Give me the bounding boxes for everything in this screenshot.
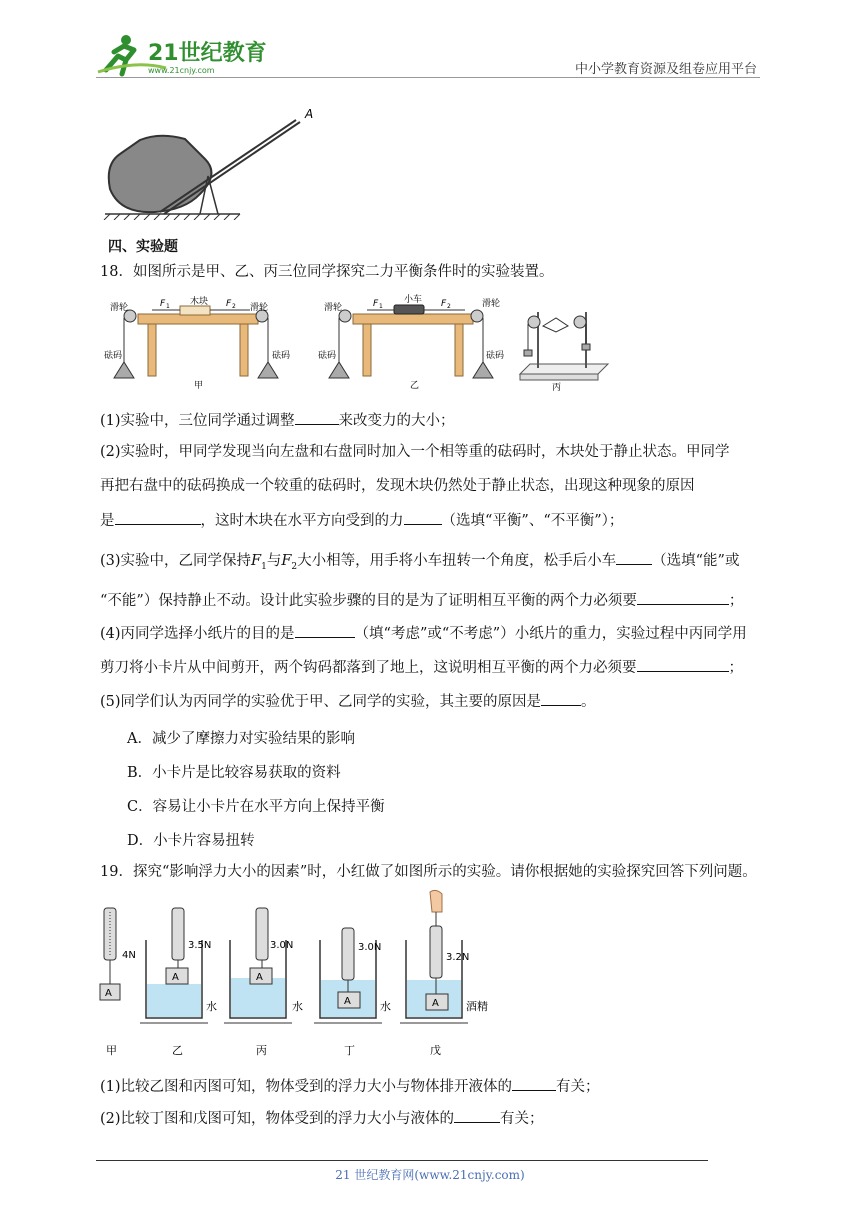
svg-text:2: 2 [232,303,236,310]
svg-text:F: F [226,299,232,309]
svg-text:3.5N: 3.5N [188,940,212,951]
q18-part3-line1: (3)实验中，乙同学保持$F_1$与$F_2$大小相等，用手将小车扭转一个角度，松手后小车 （选填“能”或 [100,550,739,577]
spring-scale [430,926,442,978]
spring-scale [342,928,354,980]
svg-text:丙: 丙 [552,383,562,392]
q19-stem: 19．探究“影响浮力大小的因素”时，小红做了如图所示的实验。请你根据她的实验探究回答下列问题。 [100,864,757,880]
pulley-icon [471,310,483,322]
svg-text:水: 水 [292,1000,303,1013]
answer-blank[interactable] [404,510,442,525]
setup-wu [400,890,488,1057]
q18-part2-line2: 再把右盘中的砝码换成一个较重的砝码时，发现木块仍然处于静止状态，出现这种现象的原因 [100,478,695,494]
logo-url: www.21cnjy.com [148,66,215,75]
svg-text:乙: 乙 [410,381,420,391]
svg-text:砝码: 砝码 [272,351,291,361]
site-logo [96,30,266,78]
svg-text:3.0N: 3.0N [358,942,382,953]
q18-part2-line3: 是 ，这时木块在水平方向受到的力 （选填“平衡”、“不平衡”）； [100,510,623,531]
svg-text:滑轮: 滑轮 [110,303,129,313]
spring-scale [172,908,184,960]
svg-text:乙: 乙 [172,1044,183,1057]
footer-divider [96,1160,708,1161]
svg-text:砝码: 砝码 [318,351,337,361]
answer-blank[interactable] [637,590,729,605]
svg-text:小车: 小车 [404,295,423,305]
svg-text:砝码: 砝码 [486,351,505,361]
svg-text:A: A [172,972,179,983]
apparatus-yi [318,293,504,391]
setup-bing [224,908,303,1057]
answer-blank[interactable] [637,657,729,672]
svg-text:砝码: 砝码 [104,351,123,361]
svg-text:丁: 丁 [344,1044,355,1057]
lever-label-a: A [305,107,314,121]
svg-text:滑轮: 滑轮 [250,303,269,313]
svg-text:水: 水 [206,1000,217,1013]
setup-ding [314,928,391,1057]
spring-scale [256,908,268,960]
svg-text:A: A [256,972,263,983]
q19-buoyancy-figure [96,888,516,1064]
q18-option-c[interactable]: C．容易让小卡片在水平方向上保持平衡 [127,799,385,815]
q18-part4-line2: 剪刀将小卡片从中间剪开，两个钩码都落到了地上，这说明相互平衡的两个力必须要 ； [100,657,743,678]
svg-text:酒精: 酒精 [466,1000,488,1013]
q19-part2: (2)比较丁图和戊图可知，物体受到的浮力大小与液体的 有关； [100,1108,544,1129]
svg-text:1: 1 [379,303,383,310]
q18-part2-line1: (2)实验时，甲同学发现当向左盘和右盘同时加入一个相等重的砝码时，木块处于静止状态。甲同学 [100,444,730,460]
answer-blank[interactable] [616,550,652,565]
platform-name: 中小学教育资源及组卷应用平台 [574,62,757,77]
logo-text: 21世纪教育 [148,41,266,66]
svg-text:水: 水 [380,1000,391,1013]
q18-apparatus-figure [98,292,618,392]
answer-blank[interactable] [115,510,201,525]
svg-text:3.2N: 3.2N [446,952,470,963]
svg-text:戊: 戊 [430,1044,441,1057]
svg-text:滑轮: 滑轮 [482,299,501,309]
q18-part3-line2: “不能”）保持静止不动。设计此实验步骤的目的是为了证明相互平衡的两个力必须要 ； [100,590,743,611]
lever-rock-figure [100,104,330,220]
setup-yi [140,908,217,1057]
svg-text:F: F [441,299,447,309]
setup-jia [100,908,136,1057]
svg-text:甲: 甲 [106,1044,117,1057]
wood-block [180,306,210,315]
apparatus-jia [104,295,290,391]
header-divider [96,77,760,78]
svg-text:A: A [105,988,112,999]
weight-pan [329,362,349,378]
q19-part1: (1)比较乙图和丙图可知，物体受到的浮力大小与物体排开液体的 有关； [100,1076,600,1097]
answer-blank[interactable] [295,623,355,638]
svg-text:F: F [373,299,379,309]
footer-text[interactable]: 21 世纪教育网(www.21cnjy.com) [335,1168,525,1182]
q18-part4-line1: (4)丙同学选择小纸片的目的是 （填“考虑”或“不考虑”）小纸片的重力，实验过程中丙同学用 [100,623,747,644]
svg-text:丙: 丙 [256,1044,267,1057]
q18-stem: 18．如图所示是甲、乙、丙三位同学探究二力平衡条件时的实验装置。 [100,264,554,280]
svg-text:甲: 甲 [194,381,204,391]
svg-text:F: F [160,299,166,309]
answer-blank[interactable] [541,691,581,706]
cart [394,305,424,314]
q18-option-a[interactable]: A．减少了摩擦力对实验结果的影响 [127,731,355,747]
answer-blank[interactable] [512,1076,556,1091]
weight-pan [114,362,134,378]
rock-shape [109,136,212,212]
weight-pan [258,362,278,378]
svg-text:3.0N: 3.0N [270,940,294,951]
answer-blank[interactable] [454,1108,500,1123]
q18-part1: (1)实验中，三位同学通过调整 来改变力的大小； [100,410,455,431]
svg-text:1: 1 [166,303,170,310]
svg-text:A: A [432,998,439,1009]
paper-card [543,318,568,332]
hand-icon [430,890,442,912]
svg-text:A: A [344,996,351,1007]
pulley-icon [574,316,586,328]
q18-part5: (5)同学们认为丙同学的实验优于甲、乙同学的实验，其主要的原因是 。 [100,691,596,712]
svg-text:2: 2 [447,303,451,310]
svg-text:4N: 4N [122,950,136,961]
apparatus-bing [520,312,608,392]
q18-option-b[interactable]: B．小卡片是比较容易获取的资料 [127,765,341,781]
section-title: 四、实验题 [108,239,178,255]
pulley-icon [528,316,540,328]
q18-option-d[interactable]: D．小卡片容易扭转 [127,833,255,849]
svg-text:滑轮: 滑轮 [324,303,343,313]
weight-pan [473,362,493,378]
answer-blank[interactable] [295,410,339,425]
svg-text:木块: 木块 [190,297,209,307]
